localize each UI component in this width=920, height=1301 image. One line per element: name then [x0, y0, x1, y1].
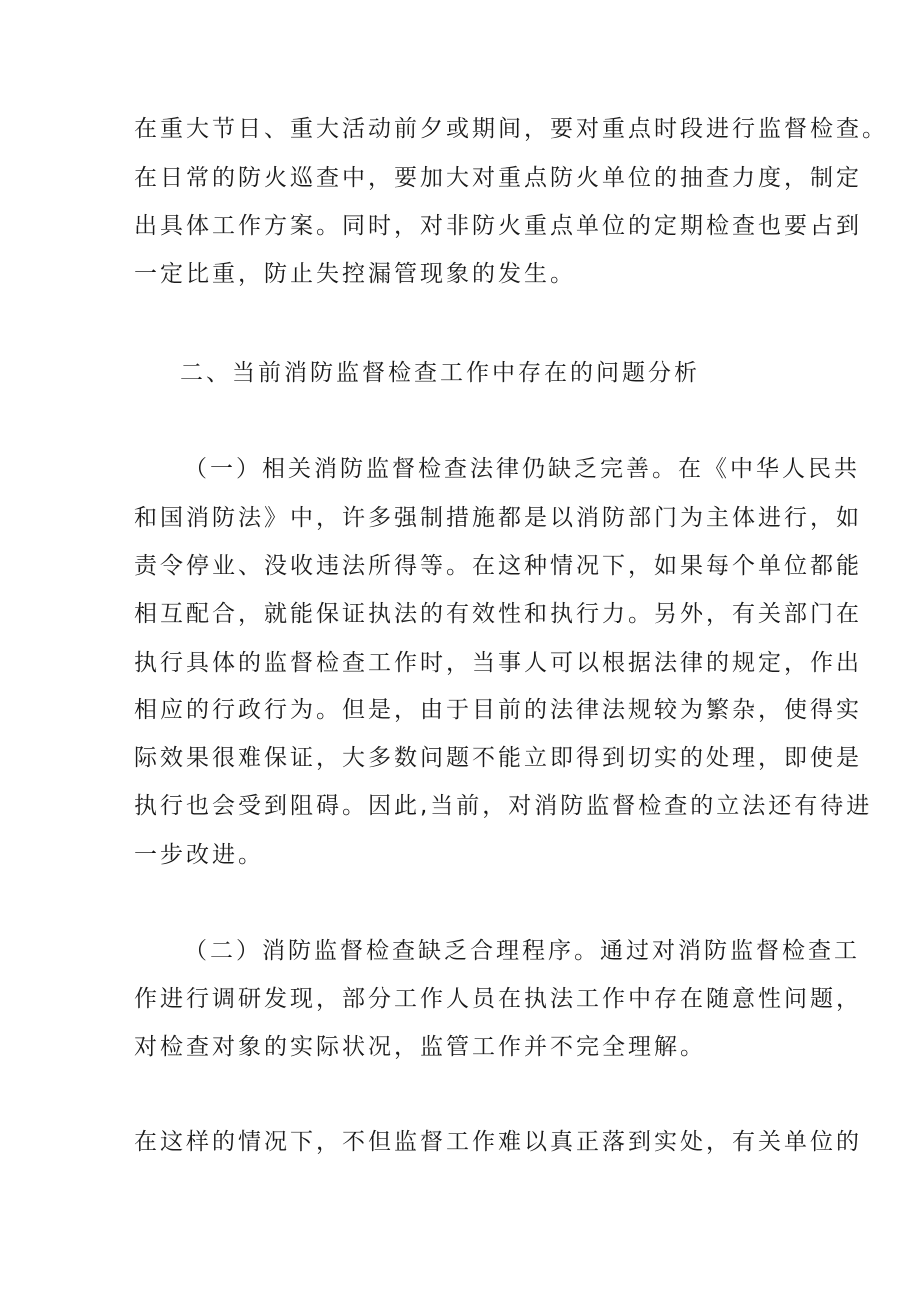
section-heading: 二、当前消防监督检查工作中存在的问题分析 [180, 360, 700, 386]
paragraph-line: 作进行调研发现，部分工作人员在执法工作中存在随意性问题， [134, 986, 862, 1012]
paragraph-line: 一定比重，防止失控漏管现象的发生。 [134, 261, 576, 287]
paragraph-line: 执行也会受到阻碍。因此,当前，对消防监督检查的立法还有待进 [134, 793, 873, 819]
paragraph-line: 执行具体的监督检查工作时，当事人可以根据法律的规定，作出 [134, 650, 862, 676]
paragraph-line: 责令停业、没收违法所得等。在这种情况下，如果每个单位都能 [134, 553, 862, 579]
paragraph-line: 相互配合，就能保证执法的有效性和执行力。另外，有关部门在 [134, 601, 862, 627]
paragraph-line: 在重大节日、重大活动前夕或期间，要对重点时段进行监督检查。 [134, 116, 888, 142]
paragraph-line: 在日常的防火巡查中，要加大对重点防火单位的抽查力度，制定 [134, 165, 862, 191]
paragraph-line: 一步改进。 [134, 842, 264, 868]
paragraph-line: 出具体工作方案。同时，对非防火重点单位的定期检查也要占到 [134, 213, 862, 239]
paragraph-line: （二）消防监督检查缺乏合理程序。通过对消防监督检查工 [184, 938, 860, 964]
paragraph-line: 相应的行政行为。但是，由于目前的法律法规较为繁杂，使得实 [134, 697, 862, 723]
paragraph-line: 在这样的情况下，不但监督工作难以真正落到实处，有关单位的 [134, 1129, 862, 1155]
paragraph-line: 际效果很难保证，大多数问题不能立即得到切实的处理，即使是 [134, 745, 862, 771]
paragraph-line: 和国消防法》中，许多强制措施都是以消防部门为主体进行，如 [134, 505, 862, 531]
paragraph-line: （一）相关消防监督检查法律仍缺乏完善。在《中华人民共 [184, 456, 860, 482]
paragraph-line: 对检查对象的实际状况，监管工作并不完全理解。 [134, 1034, 706, 1060]
